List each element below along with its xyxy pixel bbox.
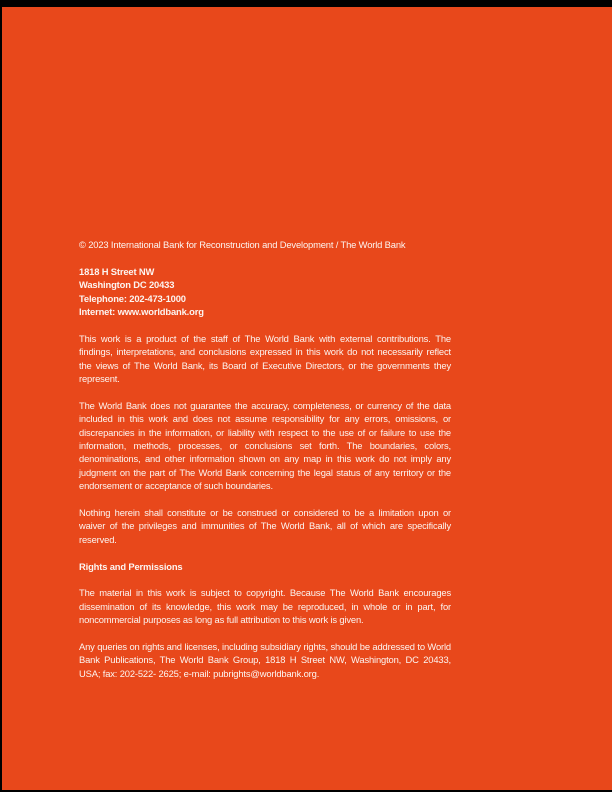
address-block [79,265,451,319]
address-line-telephone: Telephone: 202-473-1000 [79,292,186,304]
attribution-paragraph: This work is a product of the staff of The World Bank with external contributions. The findings, interpretations, and conclusions expressed in this work do not necessarily reflect the views of The World Bank, its Board of Executive Directors, or the governments they represent. [79,332,451,385]
rights-permissions-heading: Rights and Permissions [79,560,183,572]
address-line-internet: Internet: www.worldbank.org [79,306,204,318]
page-background [2,7,612,790]
rights-queries-paragraph: Any queries on rights and licenses, including subsidiary rights, should be addressed to World Bank Publications, The World Bank Group, 1818 H Street NW, Washington, DC 20433, USA; fax: 202-522- 2625; e-mail: pubrights@worldbank.org. [79,641,451,679]
copyright-page-content [79,238,451,694]
copyright-line: © 2023 International Bank for Reconstruction and Development / The World Bank [79,239,406,250]
privileges-paragraph: Nothing herein shall constitute or be construed or considered to be a limitation upon or waiver of the privileges and immunities of The World Bank, all of which are specifically reserved. [79,507,451,545]
address-line-city: Washington DC 20433 [79,279,175,291]
map-disclaimer-paragraph: The World Bank does not guarantee the accuracy, completeness, or currency of the data included in this work and does not assume responsibility for any errors, omissions, or discrepancies in the information, or liability with respect to the use of or failure to use the information, methods, processes, or conclusions set forth. The boundaries, colors, denominations, and other information shown on any map in this work do not imply any judgment on the part of The World Bank concerning the legal status of any territory or the endorsement or acceptance of such boundaries. [79,399,451,492]
address-line-street: 1818 H Street NW [79,265,155,277]
copyright-permissions-paragraph: The material in this work is subject to copyright. Because The World Bank encourages dissemination of its knowledge, this work may be reproduced, in whole or in part, for noncommercial purposes as long as full attribution to this work is given. [79,587,451,626]
